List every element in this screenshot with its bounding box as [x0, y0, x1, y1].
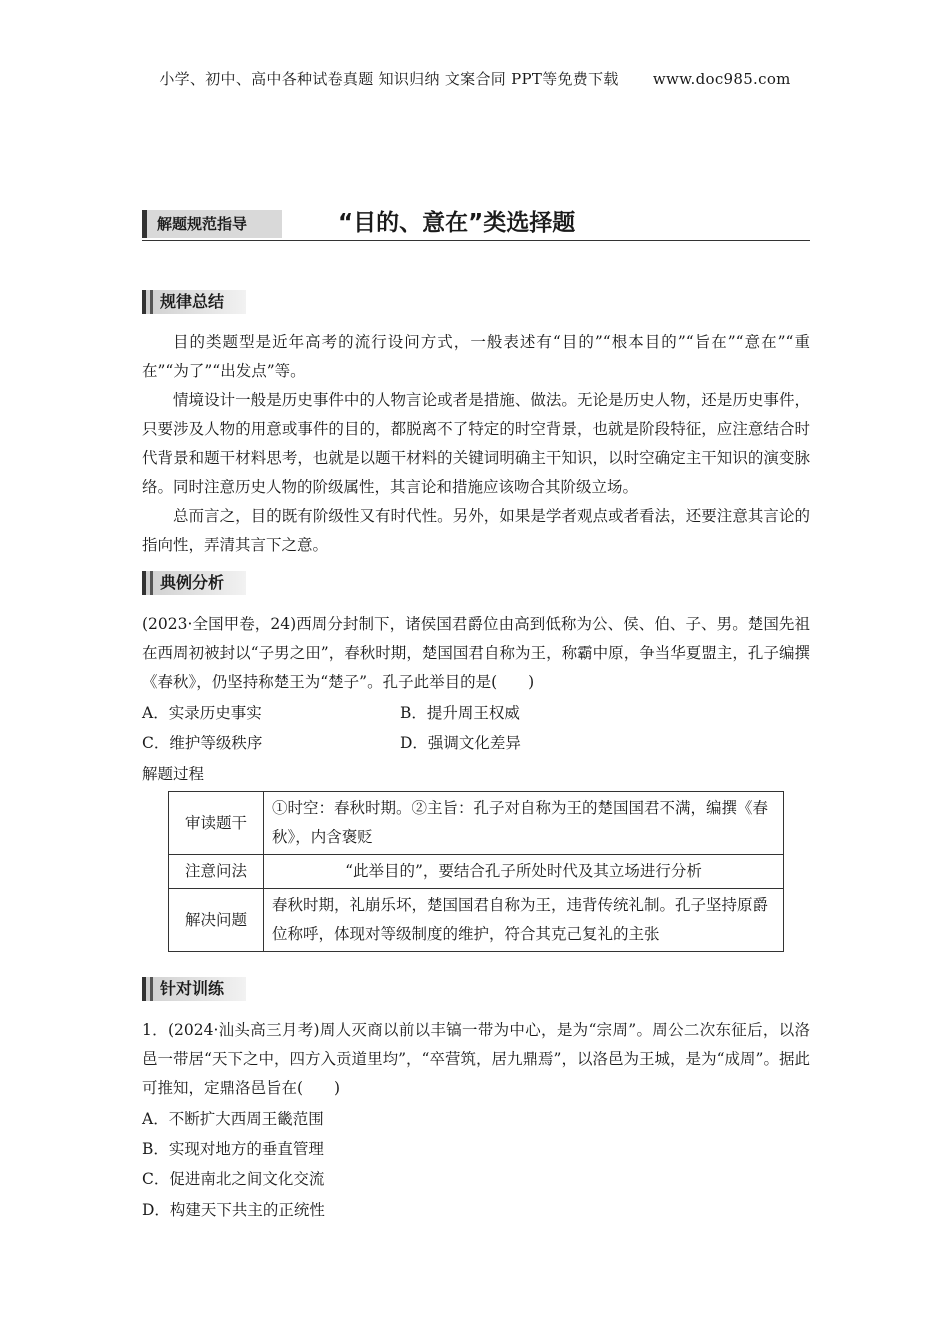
table-key: 注意问法 [169, 855, 264, 889]
header-text: 小学、初中、高中各种试卷真题 知识归纳 文案合同 PPT等免费下载 [159, 70, 619, 88]
training-heading [142, 977, 246, 1001]
table-row [169, 889, 784, 952]
section-banner [142, 210, 810, 241]
question-1-option-a: A．不断扩大西周王畿范围 [142, 1110, 324, 1128]
example-heading-text: 典例分析 [160, 573, 225, 592]
question-1-option-c: C．促进南北之间文化交流 [142, 1170, 325, 1188]
rules-paragraph-3: 总而言之，目的既有阶级性又有时代性。另外，如果是学者观点或者看法，还要注意其言论的指向性，弄清其言下之意。 [142, 507, 810, 554]
process-label: 解题过程 [142, 765, 205, 783]
table-value: ①时空：春秋时期。②主旨：孔子对自称为王的楚国国君不满，编撰《春秋》，内含褒贬 [264, 792, 784, 855]
table-value: “此举目的”，要结合孔子所处时代及其立场进行分析 [264, 855, 784, 889]
page-header [0, 68, 950, 89]
table-value: 春秋时期，礼崩乐坏，楚国国君自称为王，违背传统礼制。孔子坚持原爵位称呼，体现对等级制度的维护，符合其克己复礼的主张 [264, 889, 784, 952]
example-option-a: A．实录历史事实 [142, 704, 262, 722]
example-option-d: D．强调文化差异 [400, 734, 521, 752]
banner-title: “目的、意在”类选择题 [338, 210, 576, 236]
table-row [169, 855, 784, 889]
rules-paragraph-2: 情境设计一般是历史事件中的人物言论或者是措施、做法。无论是历史人物，还是历史事件，只要涉及人物的用意或事件的目的，都脱离不了特定的时空背景，也就是阶段特征，应注意结合时代背景和题干材料思考，也就是以题干材料的关键词明确主干知识，以时空确定主干知识的演变脉络。同时注意历史人物的阶级属性，其言论和措施应该吻合其阶级立场。 [142, 391, 810, 496]
process-table [168, 791, 784, 952]
question-1-option-b: B．实现对地方的垂直管理 [142, 1140, 324, 1158]
rules-heading [142, 290, 246, 314]
example-option-c: C．维护等级秩序 [142, 734, 263, 752]
table-key: 审读题干 [169, 792, 264, 855]
table-key: 解决问题 [169, 889, 264, 952]
training-heading-text: 针对训练 [160, 979, 225, 998]
example-heading [142, 571, 246, 595]
example-stem: (2023·全国甲卷，24)西周分封制下，诸侯国君爵位由高到低称为公、侯、伯、子、男。楚国先祖在西周初被封以“子男之田”，春秋时期，楚国国君自称为王，称霸中原，争当华夏盟主，孔子编撰《春秋》，仍坚持称楚王为“楚子”。孔子此举目的是( ) [142, 615, 810, 691]
question-1-stem: 1．(2024·汕头高三月考)周人灭商以前以丰镐一带为中心，是为“宗周”。周公二次东征后，以洛邑一带居“天下之中，四方入贡道里均”，“卒营筑，居九鼎焉”，以洛邑为王城，是为“成周”。据此可推知，定鼎洛邑旨在( ) [142, 1021, 810, 1097]
banner-tag: 解题规范指导 [142, 210, 282, 238]
example-option-b: B．提升周王权威 [400, 704, 520, 722]
question-1-option-d: D．构建天下共主的正统性 [142, 1201, 325, 1219]
header-site-link[interactable]: www.doc985.com [652, 70, 791, 88]
rules-paragraph-1: 目的类题型是近年高考的流行设问方式，一般表述有“目的”“根本目的”“旨在”“意在”“重在”“为了”“出发点”等。 [142, 333, 810, 380]
table-row [169, 792, 784, 855]
rules-heading-text: 规律总结 [160, 292, 225, 311]
